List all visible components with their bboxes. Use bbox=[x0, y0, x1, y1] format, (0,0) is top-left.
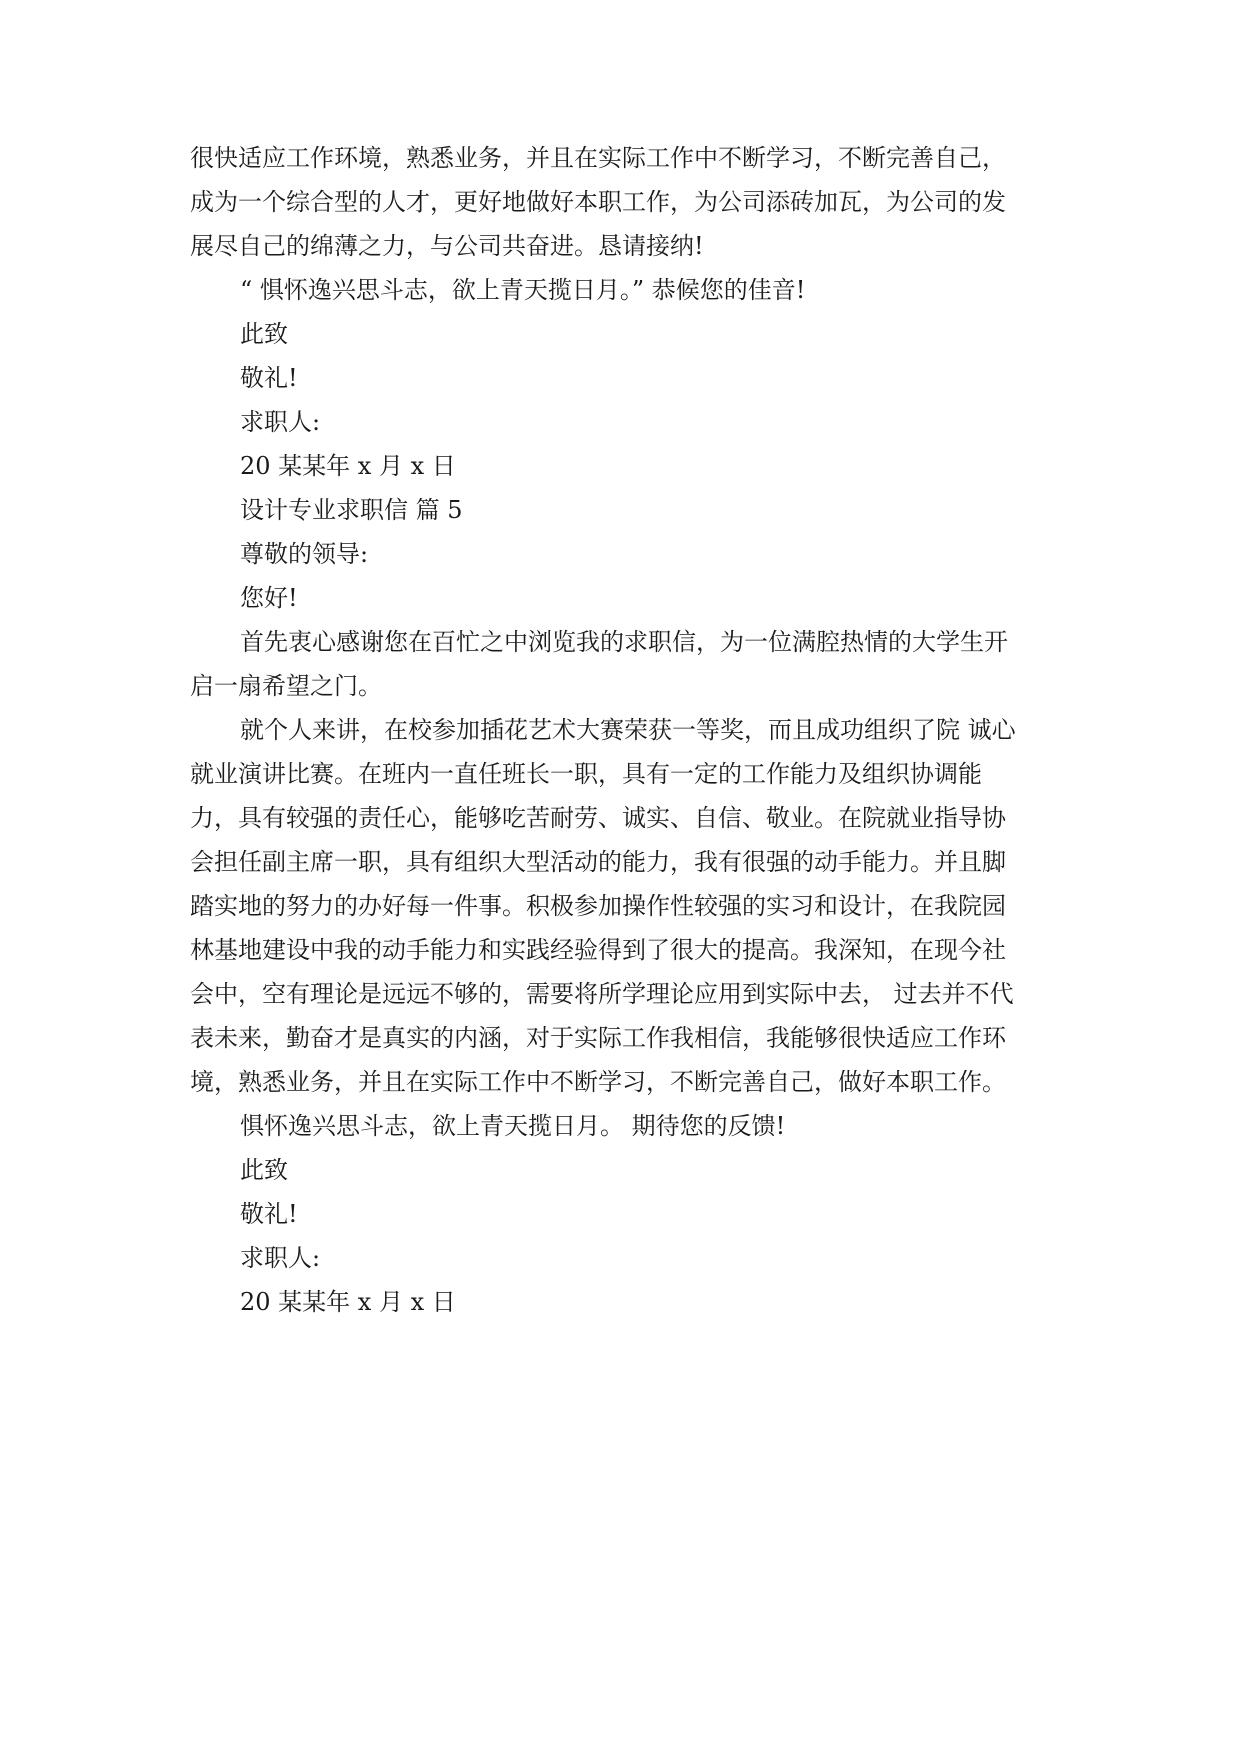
salutation-closing: 此致 bbox=[240, 320, 288, 348]
section-heading: 设计专业求职信 篇 5 bbox=[240, 496, 463, 524]
body-line: 展尽自己的绵薄之力，与公司共奋进。恳请接纳! bbox=[190, 232, 704, 260]
body-line: 会担任副主席一职，具有组织大型活动的能力，我有很强的动手能力。并且脚 bbox=[190, 848, 1006, 876]
body-line: 表未来，勤奋才是真实的内涵，对于实际工作我相信，我能够很快适应工作环 bbox=[190, 1024, 1006, 1052]
body-line: 踏实地的努力的办好每一件事。积极参加操作性较强的实习和设计，在我院园 bbox=[190, 892, 1006, 920]
applicant-signature: 求职人: bbox=[240, 408, 321, 436]
closing-quote-line: 惧怀逸兴思斗志，欲上青天揽日月。 期待您的反馈! bbox=[240, 1112, 786, 1140]
body-line: 林基地建设中我的动手能力和实践经验得到了很大的提高。我深知，在现今社 bbox=[190, 936, 1006, 964]
paragraph-first-line: 就个人来讲，在校参加插花艺术大赛荣获一等奖，而且成功组织了院 诚心 bbox=[240, 716, 1016, 744]
salutation-closing: 此致 bbox=[240, 1156, 288, 1184]
body-line: 会中，空有理论是远远不够的，需要将所学理论应用到实际中去， 过去并不代 bbox=[190, 980, 1014, 1008]
body-line: 成为一个综合型的人才，更好地做好本职工作，为公司添砖加瓦，为公司的发 bbox=[190, 188, 1006, 216]
greeting-line: 您好! bbox=[240, 584, 298, 612]
paragraph-first-line: 首先衷心感谢您在百忙之中浏览我的求职信，为一位满腔热情的大学生开 bbox=[240, 628, 1008, 656]
body-line: 力，具有较强的责任心，能够吃苦耐劳、诚实、自信、敬业。在院就业指导协 bbox=[190, 804, 1006, 832]
regards-line: 敬礼! bbox=[240, 364, 298, 392]
body-line: 境，熟悉业务，并且在实际工作中不断学习，不断完善自己，做好本职工作。 bbox=[190, 1068, 1006, 1096]
body-line: 启一扇希望之门。 bbox=[190, 672, 382, 700]
body-line: 很快适应工作环境，熟悉业务，并且在实际工作中不断学习，不断完善自己， bbox=[190, 144, 1006, 172]
body-line: 就业演讲比赛。在班内一直任班长一职，具有一定的工作能力及组织协调能 bbox=[190, 760, 982, 788]
applicant-signature: 求职人: bbox=[240, 1244, 321, 1272]
date-line: 20 某某年 x 月 x 日 bbox=[240, 452, 456, 480]
date-line: 20 某某年 x 月 x 日 bbox=[240, 1288, 456, 1316]
greeting-line: 尊敬的领导: bbox=[240, 540, 369, 568]
regards-line: 敬礼! bbox=[240, 1200, 298, 1228]
closing-quote-line: “ 惧怀逸兴思斗志，欲上青天揽日月。” 恭候您的佳音! bbox=[240, 276, 806, 304]
